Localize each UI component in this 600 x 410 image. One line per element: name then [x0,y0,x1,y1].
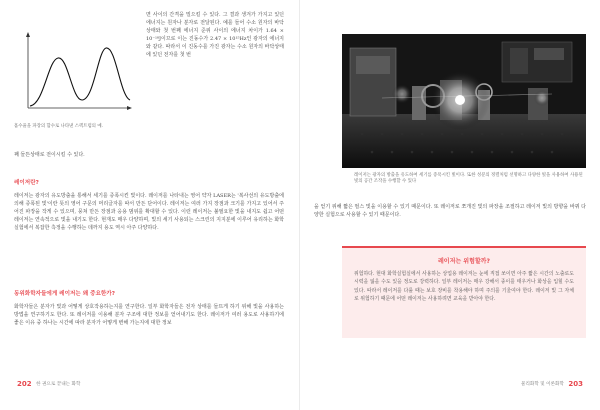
box-title: 레이저는 위험할까? [438,258,490,265]
left-folio [14,380,80,388]
page-number: 202 [17,380,32,388]
spectrum-figure [14,30,134,122]
absorption-curve [30,48,130,106]
page-number: 203 [568,380,583,388]
continuation-text: 째 들뜬상태로 전이시킬 수 있다. [14,152,85,158]
running-head: 물리화학 및 이론화학 [521,382,564,387]
heading-what-is-laser: 레이저란? [14,180,39,186]
body-chemists: 화학자들은 분자가 빛과 어떻게 상호작용하는지를 연구한다. 일부 화학자들은 전자 상태를 들뜨게 하기 위해 빛을 사용하는 방법을 연구하기도 한다. 또 레이저를 이용해 분자 구조에 대한 정보를 얻어내기도 한다. 레이저가 여러 용도로 사용하기에 좋은 이유 중 하나는 시간에 따라 분자가 어떻게 변해 가는지에 대한 정보 [14,304,284,327]
laser-lab-photo [342,34,586,168]
right-body-text: 을 얻기 위해 짧은 펄스 빛을 이용할 수 있기 때문이다. 또 레이저로 쪼개진 빛의 파장을 조절하고 레이저 빛의 방향을 바꿔 다양한 실험으로 사용할 수 있기 때문이다. [314,204,586,219]
sidebar-box [342,246,586,338]
right-folio [521,380,586,388]
heading-why-laser-important: 동위화학자들에게 레이저는 왜 중요한가? [14,291,115,297]
body-laser: 레이저는 광자의 유도방출을 통해서 세기를 증폭시킨 빛이다. 레이저를 나타내는 영어 약자 LASER는 '복사선의 유도방출에 의해 증폭된 빛'이란 뜻의 영어 구문의 머리글자를 따서 만든 단어이다. 레이저는 여러 가지 장점과 크기를 가지고 있어서 주어진 파장을 작게 수 있으며, 뭉쳐 만든 장점과 응용 범위를 확대할 수 있다. 이런 레이저는 불필요한 빛을 내지도 쉽고 어떤 레이저는 연속적으로 빛을 내기도 한다. 현재도 매우 다양하며, 빛의 세기 사용되는 스크린의 지지분에 이루어 유리하는 화학실험에서 복잡한 측정을 수행하는 데까지 용도 역시 아주 다양하다. [14,193,284,232]
spectrum-plot [14,30,134,122]
right-column-text: 면 사이의 간격을 밀으킬 수 있다. 그 결과 생겨가 가지고 있던 에너지는 원자나 분자로 전달된다. 예를 들어 수소 원자의 바닥상태와 첫 번째 에너지 준위 사이의 에너지 차이가 1.64 × 10⁻¹⁸J이므로 이는 진동수가 2.47 × 10¹⁵Hz인 광자의 에너지와 같다. 따라서 이 진동수를 가진 광자는 수소 원자의 바닥상태에 있던 전자를 첫 번 [146,12,284,59]
x-axis-arrow [127,106,132,110]
y-axis-arrow [26,32,30,37]
figure-caption: 흡수율을 파장의 함수로 나타낸 스펙트럼의 예. [14,124,103,129]
photo-caption: 레이저는 광자의 방출을 유도하여 세기를 증폭시킨 빛이다. 또한 성분의 정렬처럼 선명하고 다양한 빛을 사용하여 사용된 빛의 공간 조작을 수행할 수 있다 [354,173,583,185]
running-head: 한 권으로 끝내는 화학 [36,382,81,387]
right-page [300,0,600,410]
box-body: 위험하다. 현대 화학실험실에서 사용하는 상업용 레이저는 눈에 직접 쏘이면 아주 짧은 시간의 노출로도 시력을 잃을 수도 있을 정도로 강력하다. 일부 레이저는 매우 강해서 종이를 태우거나 화상을 입힐 수도 있다. 따라서 레이저를 다룰 때는 보호 장비를 착용해야 하며 주의를 기울여야 한다. 레이저 빛 그 자체로 위험하기 때문에 어떤 레이저는 사용하려면 교육을 받아야 한다. [354,271,574,302]
laser-apparatus-image [342,34,586,168]
